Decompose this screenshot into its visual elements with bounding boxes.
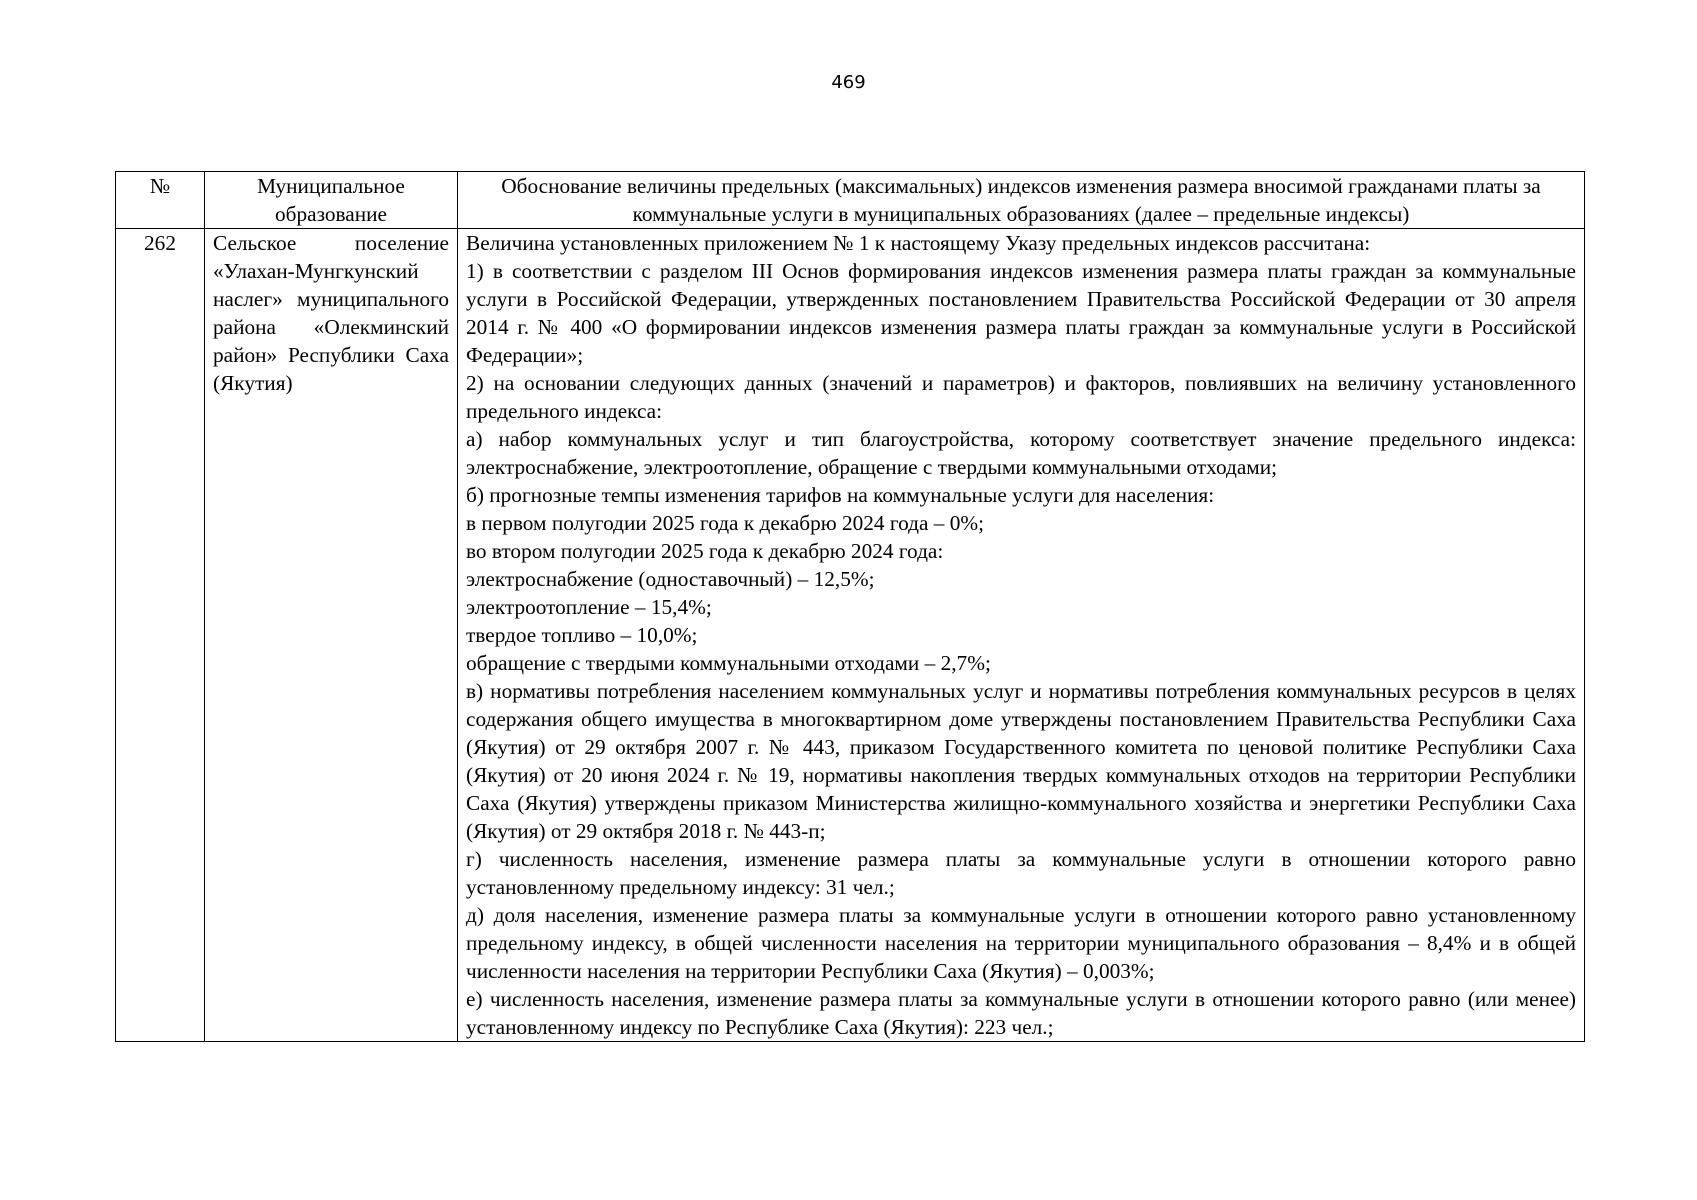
paragraph: в) нормативы потребления населением коммунальных услуг и нормативы потребления коммунальных ресурсов в целях содержания общего имущества в многоквартирном доме утверждены постановлением Правительства Республики Саха (Якутия) от 29 октября 2007 г. № 443, приказом Государственного комитета по ценовой политике Республики Саха (Якутия) от 20 июня 2024 г. № 19, нормативы накопления твердых коммунальных отходов на территории Республики Саха (Якутия) утверждены приказом Министерства жилищно-коммунального хозяйства и энергетики Республики Саха (Якутия) от 29 октября 2018 г. № 443-п; <box>466 679 1576 843</box>
paragraph: 2) на основании следующих данных (значений и параметров) и факторов, повлиявших на величину установленного предельного индекса: <box>466 371 1576 423</box>
row-justification <box>458 229 1585 1042</box>
header-municipality: Муниципальное образование <box>205 172 458 229</box>
paragraph: твердое топливо – 10,0%; <box>466 623 698 647</box>
header-number: № <box>116 172 205 229</box>
paragraph: обращение с твердыми коммунальными отходами – 2,7%; <box>466 651 991 675</box>
paragraph: Величина установленных приложением № 1 к настоящему Указу предельных индексов рассчитана: <box>466 231 1371 255</box>
paragraph: е) численность населения, изменение размера платы за коммунальные услуги в отношении которого равно (или менее) установленному индексу по Республике Саха (Якутия): 223 чел.; <box>466 987 1576 1039</box>
paragraph: во втором полугодии 2025 года к декабрю 2024 года: <box>466 539 944 563</box>
paragraph: г) численность населения, изменение размера платы за коммунальные услуги в отношении которого равно установленному предельному индексу: 31 чел.; <box>466 847 1576 899</box>
paragraph: в первом полугодии 2025 года к декабрю 2024 года – 0%; <box>466 511 985 535</box>
paragraph: 1) в соответствии с разделом III Основ формирования индексов изменения размера платы граждан за коммунальные услуги в Российской Федерации, утвержденных постановлением Правительства Российской Федерации от 30 апреля 2014 г. № 400 «О формировании индексов изменения размера платы граждан за коммунальные услуги в Российской Федерации»; <box>466 259 1576 367</box>
row-municipality: Сельское поселение «Улахан-Мунгкунский наслег» муниципального района «Олекминский район» Республики Саха (Якутия) <box>205 229 458 1042</box>
paragraph: д) доля населения, изменение размера платы за коммунальные услуги в отношении которого равно установленному предельному индексу, в общей численности населения на территории муниципального образования – 8,4% и в общей численности населения на территории Республики Саха (Якутия) – 0,003%; <box>466 903 1576 983</box>
indices-table <box>115 171 1585 1042</box>
table-row <box>116 229 1585 1042</box>
paragraph: электроснабжение (одноставочный) – 12,5%; <box>466 567 875 591</box>
paragraph: б) прогнозные темпы изменения тарифов на коммунальные услуги для населения: <box>466 483 1215 507</box>
row-number: 262 <box>116 229 205 1042</box>
paragraph: электроотопление – 15,4%; <box>466 595 712 619</box>
table-header-row <box>116 172 1585 229</box>
page-number: 469 <box>831 72 866 93</box>
header-justification: Обоснование величины предельных (максимальных) индексов изменения размера вносимой гражданами платы за коммунальные услуги в муниципальных образованиях (далее – предельные индексы) <box>458 172 1585 229</box>
paragraph: а) набор коммунальных услуг и тип благоустройства, которому соответствует значение предельного индекса: электроснабжение, электроотопление, обращение с твердыми коммунальными отходами; <box>466 427 1576 479</box>
